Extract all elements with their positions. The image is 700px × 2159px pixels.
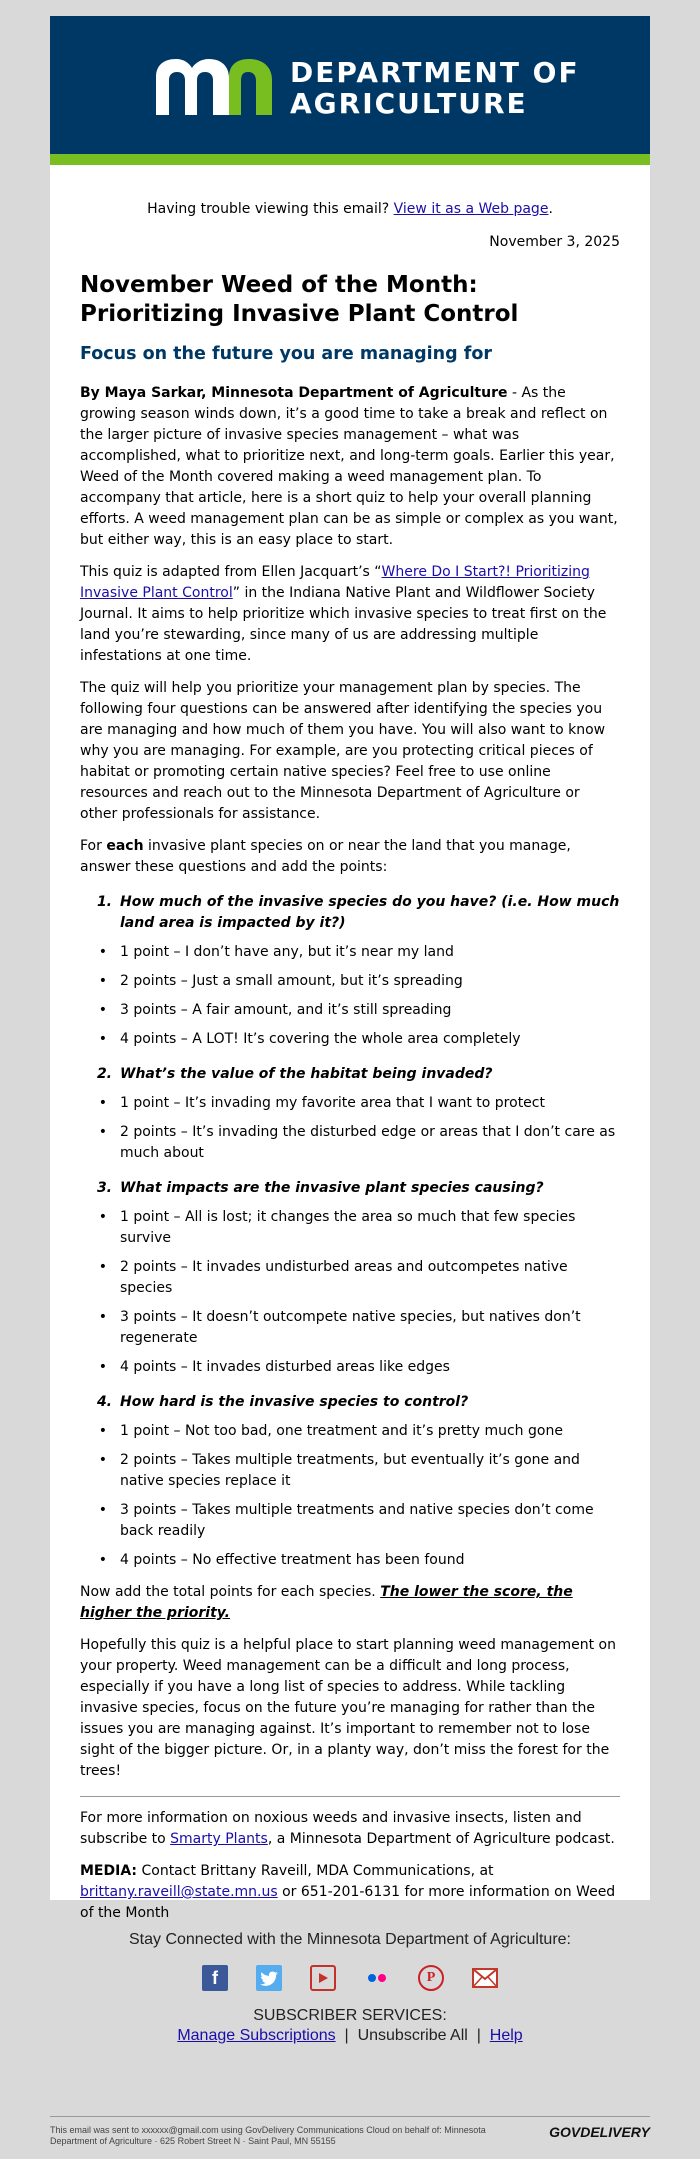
article-link[interactable]: Where Do I Start?! Prioritizing Invasive Plant Control <box>80 564 590 601</box>
list-item: • 1 point – Not too bad, one treatment and it’s pretty much gone <box>98 1423 563 1439</box>
divider <box>80 1796 620 1797</box>
list-item: • 3 points – It doesn’t outcompete native species, but natives don’t regenerate <box>98 1309 581 1346</box>
more-info-paragraph: For more information on noxious weeds and invasive insects, listen and subscribe to Smarty Plants, a Minnesota Department of Agriculture podcast. <box>80 1810 615 1847</box>
email-icon[interactable] <box>472 1965 498 1991</box>
source-paragraph: This quiz is adapted from Ellen Jacquart’s “Where Do I Start?! Prioritizing Invasive Plant Control” in the Indiana Native Plant and Wildflower Society Journal. It aims to help prioritize which invasive species to treat first on the land you’re stewarding, since many of us are addressing multiple infestations at one time. <box>80 564 607 664</box>
subscriber-links: Manage Subscriptions | Unsubscribe All | Help <box>177 2027 523 2044</box>
twitter-icon[interactable] <box>256 1965 282 1991</box>
youtube-icon[interactable] <box>310 1965 336 1991</box>
flickr-icon[interactable] <box>364 1965 390 1991</box>
stay-connected: Stay Connected with the Minnesota Department of Agriculture: <box>128 1931 571 1948</box>
question-3: 3. What impacts are the invasive plant species causing? • 1 point – All is lost; it changes the area so much that few species survive • 2 points – It invades undisturbed areas and outcompetes native species • 3 points – It doesn’t outcompete native species, but natives don’t regenerate • 4 points – It invades disturbed areas like edges <box>80 1178 620 1378</box>
page-title: November Weed of the Month: Prioritizing Invasive Plant Control <box>80 272 519 327</box>
green-stripe <box>50 154 650 165</box>
question-2: 2. What’s the value of the habitat being invaded? • 1 point – It’s invading my favorite area that I want to protect • 2 points – It’s invading the disturbed edge or areas that I don’t care as much about <box>80 1064 620 1164</box>
unsubscribe-all[interactable]: Unsubscribe All <box>357 2027 468 2044</box>
question-4: 4. How hard is the invasive species to control? • 1 point – Not too bad, one treatment and it’s pretty much gone • 2 points – Takes multiple treatments, but eventually it’s gone and native species replace it • 3 points – Takes multiple treatments and native species don’t come back readily • 4 points – No effective treatment has been found <box>80 1392 620 1571</box>
date: November 3, 2025 <box>489 234 620 250</box>
govdelivery-logo: GOVDELIVERY <box>549 2124 650 2140</box>
help-link[interactable]: Help <box>489 2027 523 2044</box>
quiz-paragraph: The quiz will help you prioritize your management plan by species. The following four questions can be answered after identifying the species you are managing and how much of them you have. You will also want to know why you are managing. For example, are you protecting critical pieces of habitat or promoting certain native species? Feel free to use online resources and reach out to the Minnesota Department of Agriculture or other professionals for assistance. <box>80 680 606 822</box>
list-item: • 2 points – It invades undisturbed areas and outcompetes native species <box>98 1259 568 1296</box>
list-item: • 4 points – A LOT! It’s covering the whole area completely <box>98 1031 521 1047</box>
manage-subscriptions-link[interactable]: Manage Subscriptions <box>177 2027 336 2044</box>
list-item: • 3 points – A fair amount, and it’s still spreading <box>98 1002 452 1018</box>
email-card <box>50 16 650 1921</box>
pinterest-icon[interactable]: P <box>418 1965 444 1991</box>
smarty-plants-link[interactable]: Smarty Plants <box>170 1831 268 1847</box>
list-item: • 2 points – Just a small amount, but it’s spreading <box>98 973 463 989</box>
view-web-page-link[interactable]: View it as a Web page <box>393 201 549 217</box>
footer <box>0 1920 700 2045</box>
email-link[interactable]: brittany.raveill@state.mn.us <box>80 1884 278 1900</box>
question-text: How much of the invasive species do you have? (i.e. How much land area is impacted by it?) <box>120 894 620 931</box>
list-item: • 1 point – All is lost; it changes the area so much that few species survive <box>98 1209 576 1246</box>
list-item: • 4 points – It invades disturbed areas like edges <box>98 1359 450 1375</box>
mda-logo-icon <box>156 59 280 115</box>
list-item: • 4 points – No effective treatment has been found <box>98 1552 465 1568</box>
media-paragraph: MEDIA: Contact Brittany Raveill, MDA Communications, at brittany.raveill@state.mn.us or 651-201-6131 for more information on Weed of the Month <box>80 1863 616 1921</box>
logo-line-2: AGRICULTURE <box>290 87 528 120</box>
instructions-paragraph: For each invasive plant species on or near the land that you manage, answer these questions and add the points: <box>80 838 571 875</box>
fine-print: This email was sent to xxxxxx@gmail.com using GovDelivery Communications Cloud on behalf of: Minnesota Department of Agriculture · 625 Robert Street N · Saint Paul, MN 55155 GOVDELIVERY <box>50 2116 650 2147</box>
intro-paragraph: By Maya Sarkar, Minnesota Department of Agriculture - As the growing season winds down, it’s a good time to take a break and reflect on the larger picture of invasive species management – what was accomplished, what to prioritize next, and long-term goals. Earlier this year, Weed of the Month covered making a weed management plan. To accompany that article, here is a short quiz to help your overall planning efforts. A weed management plan can be as simple or complex as you want, but either way, this is an easy place to start. <box>80 385 618 548</box>
subtitle: Focus on the future you are managing for <box>80 344 493 364</box>
question-1: 1. How much of the invasive species do you have? (i.e. How much land area is impacted by it?) • 1 point – I don’t have any, but it’s near my land • 2 points – Just a small amount, but it’s spreading • 3 points – A fair amount, and it’s still spreading • 4 points – A LOT! It’s covering the whole area completely <box>80 892 620 1050</box>
logo-line-1: DEPARTMENT OF <box>290 56 580 89</box>
question-text: What impacts are the invasive plant species causing? <box>120 1180 544 1196</box>
header-banner <box>50 16 650 154</box>
list-item: • 1 point – It’s invading my favorite area that I want to protect <box>98 1095 545 1111</box>
list-item: • 3 points – Takes multiple treatments and native species don’t come back readily <box>98 1502 594 1539</box>
facebook-icon[interactable]: f <box>202 1965 228 1991</box>
byline: By Maya Sarkar, Minnesota Department of Agriculture <box>80 385 508 401</box>
social-icons <box>0 1965 700 1991</box>
subscriber-services: SUBSCRIBER SERVICES: <box>253 2007 447 2024</box>
logo-wordmark <box>290 57 580 119</box>
question-text: How hard is the invasive species to control? <box>120 1394 469 1410</box>
question-text: What’s the value of the habitat being invaded? <box>120 1066 493 1082</box>
list-item: • 2 points – Takes multiple treatments, but eventually it’s gone and native species replace it <box>98 1452 580 1489</box>
closing-paragraph: Hopefully this quiz is a helpful place to start planning weed management on your property. Weed management can be a difficult and long process, especially if you have a long list of species to address. While tackling invasive species, focus on the future you’re managing for rather than the issues you are managing against. It’s important to remember not to lose sight of the bigger picture. Or, in a planty way, don’t miss the forest for the trees! <box>80 1637 616 1779</box>
list-item: • 1 point – I don’t have any, but it’s near my land <box>98 944 454 960</box>
total-paragraph: Now add the total points for each species. The lower the score, the higher the priority. <box>80 1584 573 1621</box>
list-item: • 2 points – It’s invading the disturbed edge or areas that I don’t care as much about <box>98 1124 616 1161</box>
trouble-viewing: Having trouble viewing this email? View it as a Web page. <box>147 201 553 217</box>
